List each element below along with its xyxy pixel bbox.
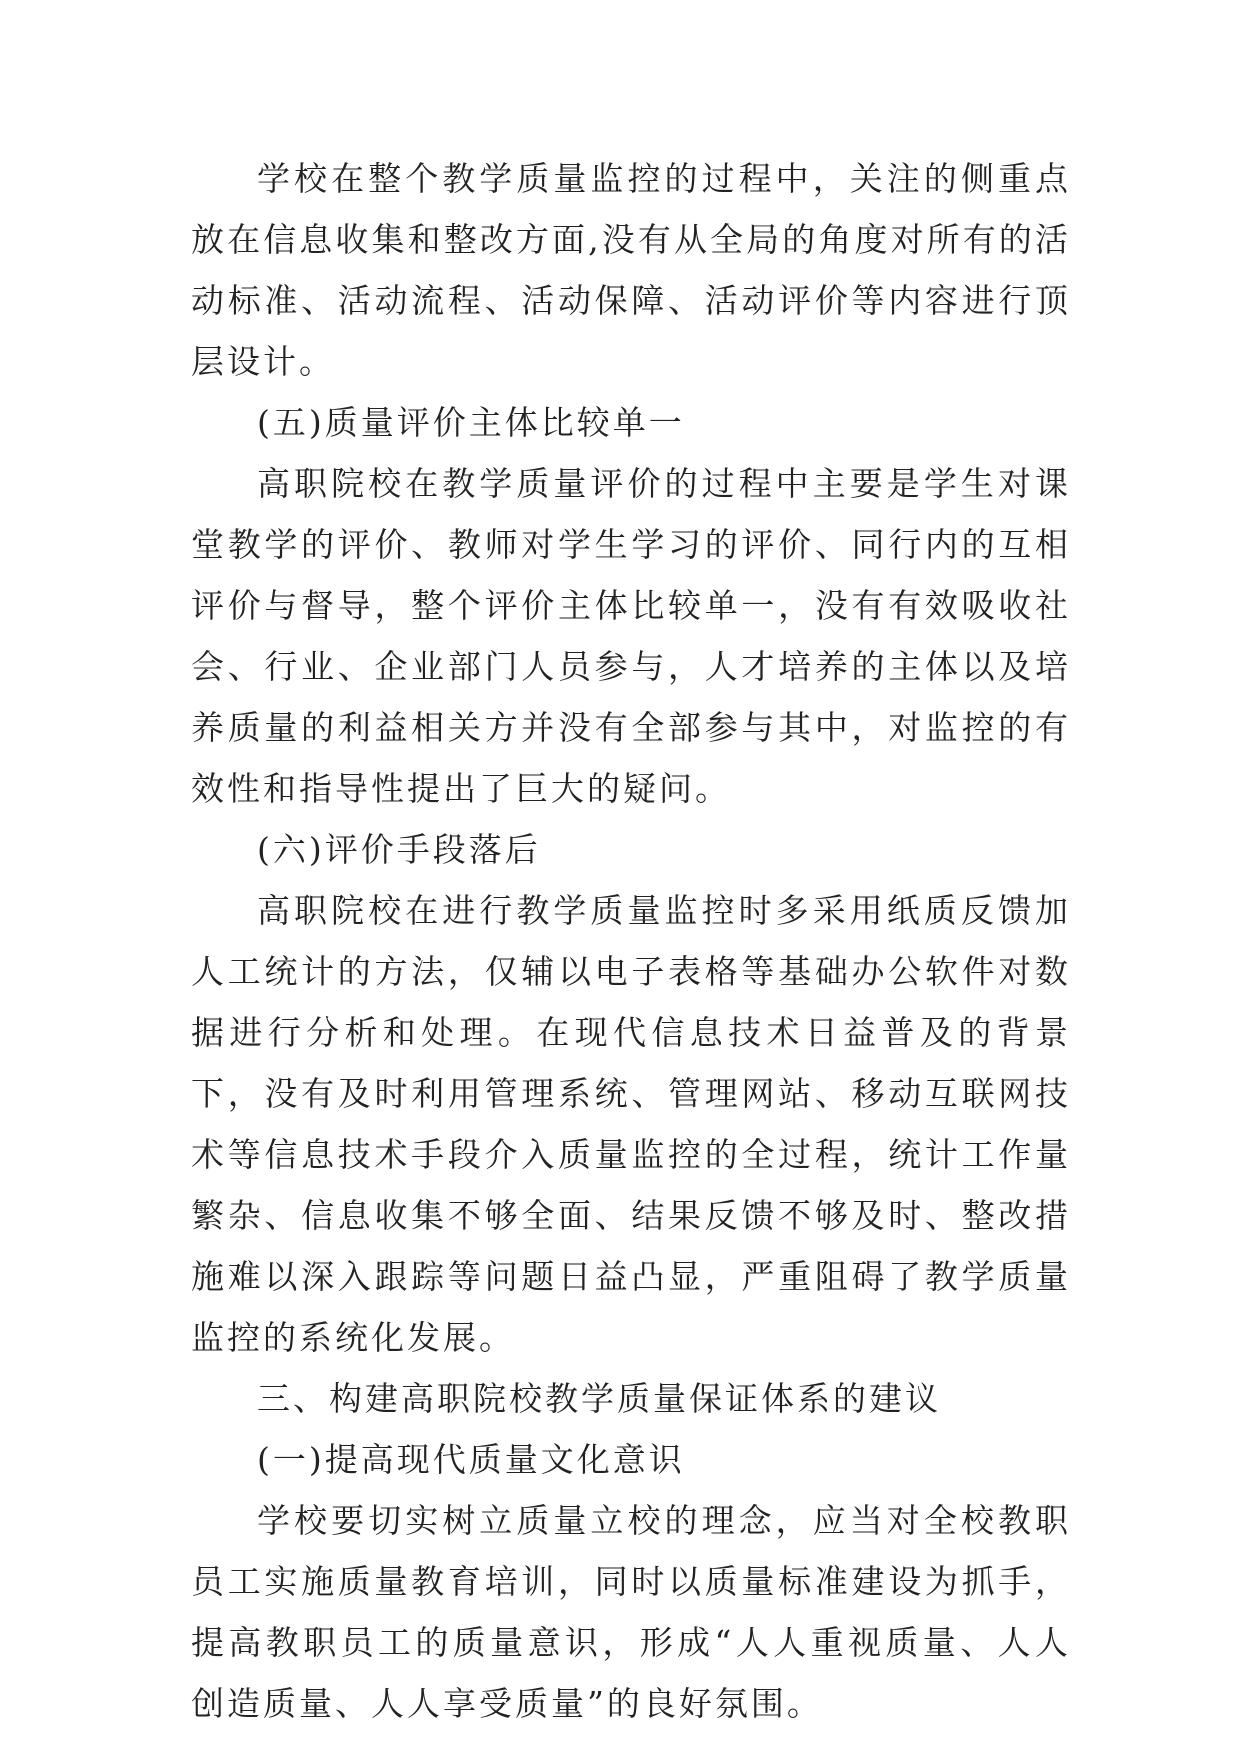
paragraph-evaluation-subject: 高职院校在教学质量评价的过程中主要是学生对课堂教学的评价、教师对学生学习的评价、同行内的互相评价与督导，整个评价主体比较单一，没有有效吸收社会、行业、企业部门人员参与，人才培养的主体以及培养质量的利益相关方并没有全部参与其中，对监控的有效性和指导性提出了巨大的疑问。 xyxy=(191,464,1071,808)
section-heading-1: (一)提高现代质量文化意识 xyxy=(257,1440,685,1479)
section-heading-6: (六)评价手段落后 xyxy=(257,830,541,869)
paragraph-evaluation-means: 高职院校在进行教学质量监控时多采用纸质反馈加人工统计的方法，仅辅以电子表格等基础办公软件对数据进行分析和处理。在现代信息技术日益普及的背景下，没有及时利用管理系统、管理网站、移动互联网技术等信息技术手段介入质量监控的全过程，统计工作量繁杂、信息收集不够全面、结果反馈不够及时、整改措施难以深入跟踪等问题日益凸显，严重阻碍了教学质量监控的系统化发展。 xyxy=(191,891,1071,1357)
document-body xyxy=(191,148,1071,1734)
chapter-heading-3: 三、构建高职院校教学质量保证体系的建议 xyxy=(257,1379,941,1418)
section-heading-5: (五)质量评价主体比较单一 xyxy=(257,403,685,442)
paragraph-quality-culture: 学校要切实树立质量立校的理念，应当对全校教职员工实施质量教育培训，同时以质量标准建设为抓手，提高教职员工的质量意识，形成“人人重视质量、人人创造质量、人人享受质量”的良好氛围。 xyxy=(191,1501,1071,1723)
paragraph-monitoring-design: 学校在整个教学质量监控的过程中，关注的侧重点放在信息收集和整改方面,没有从全局的角度对所有的活动标准、活动流程、活动保障、活动评价等内容进行顶层设计。 xyxy=(191,159,1071,381)
